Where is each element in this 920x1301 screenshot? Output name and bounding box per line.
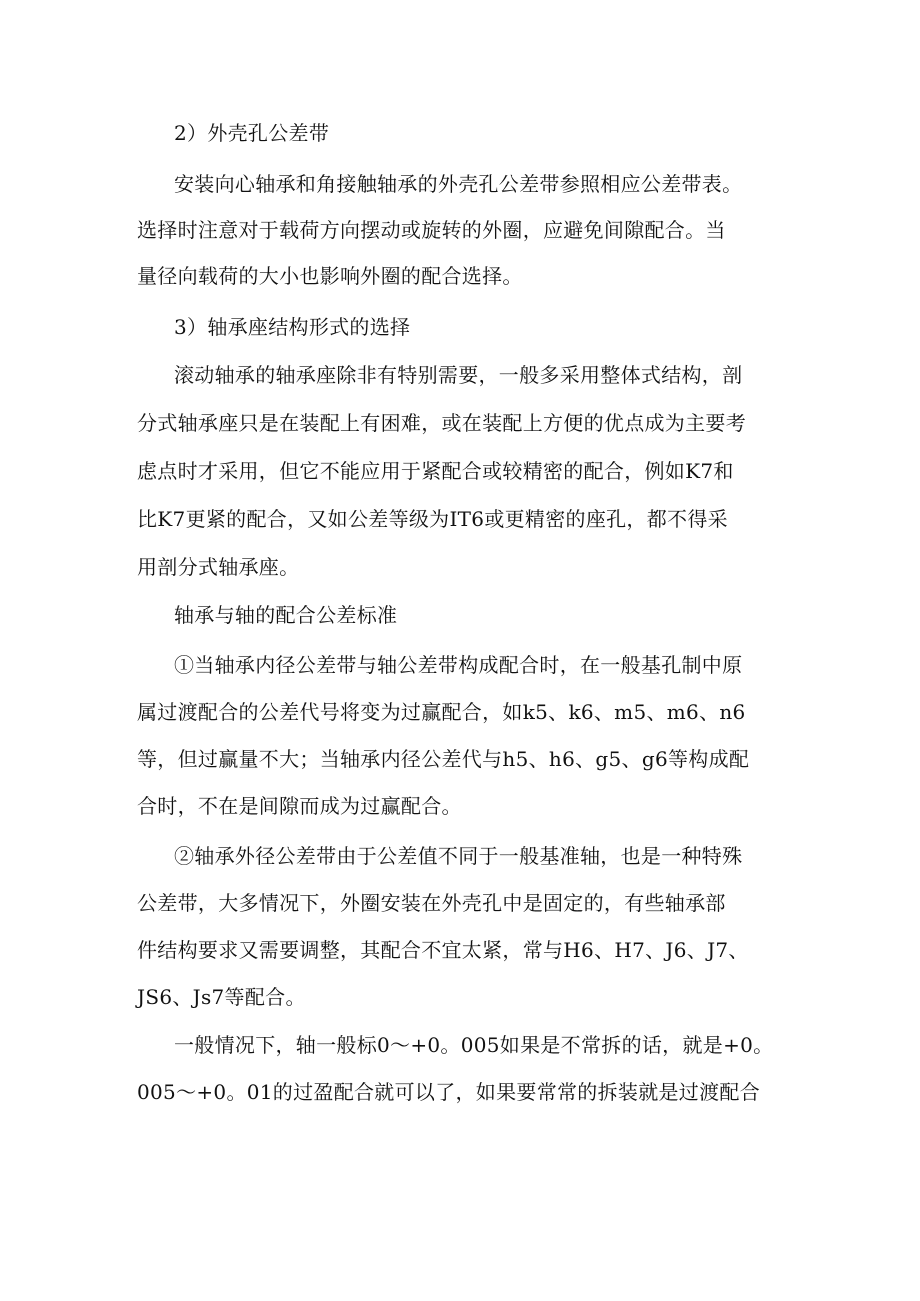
paragraph-line: 分式轴承座只是在装配上有困难，或在装配上方便的优点成为主要考 <box>137 411 746 435</box>
paragraph-line: 属过渡配合的公差代号将变为过赢配合，如k5、k6、m5、m6、n6 <box>137 700 746 724</box>
paragraph-line: 滚动轴承的轴承座除非有特别需要，一般多采用整体式结构，剖 <box>174 363 743 387</box>
paragraph-line: 选择时注意对于载荷方向摆动或旋转的外圈，应避免间隙配合。当 <box>137 218 726 242</box>
section-heading-bearing-seat: 3）轴承座结构形式的选择 <box>174 315 411 339</box>
section-heading-fit-standard: 轴承与轴的配合公差标准 <box>174 603 398 627</box>
paragraph-line: 等，但过赢量不大；当轴承内径公差代与h5、h6、g5、g6等构成配 <box>137 747 750 771</box>
paragraph-line: 虑点时才采用，但它不能应用于紧配合或较精密的配合，例如K7和 <box>137 459 734 483</box>
paragraph-line: 比K7更紧的配合，又如公差等级为IT6或更精密的座孔，都不得采 <box>137 507 728 531</box>
section-heading-housing-tolerance: 2）外壳孔公差带 <box>174 121 330 145</box>
paragraph-line: 005～+0。01的过盈配合就可以了，如果要常常的拆装就是过渡配合 <box>137 1080 761 1104</box>
paragraph-line: ①当轴承内径公差带与轴公差带构成配合时，在一般基孔制中原 <box>174 653 743 677</box>
paragraph-line: ②轴承外径公差带由于公差值不同于一般基准轴，也是一种特殊 <box>174 844 743 868</box>
paragraph-line: 安装向心轴承和角接触轴承的外壳孔公差带参照相应公差带表。 <box>174 172 743 196</box>
paragraph-line: 合时，不在是间隙而成为过赢配合。 <box>137 794 462 818</box>
paragraph-line: 件结构要求又需要调整，其配合不宜太紧，常与H6、H7、J6、J7、 <box>137 938 749 962</box>
paragraph-line: 量径向载荷的大小也影响外圈的配合选择。 <box>137 264 523 288</box>
paragraph-line: 公差带，大多情况下，外圈安装在外壳孔中是固定的，有些轴承部 <box>137 891 726 915</box>
paragraph-line: 一般情况下，轴一般标0～+0。005如果是不常拆的话，就是+0。 <box>174 1033 774 1057</box>
paragraph-line: JS6、Js7等配合。 <box>137 985 306 1009</box>
paragraph-line: 用剖分式轴承座。 <box>137 555 300 579</box>
